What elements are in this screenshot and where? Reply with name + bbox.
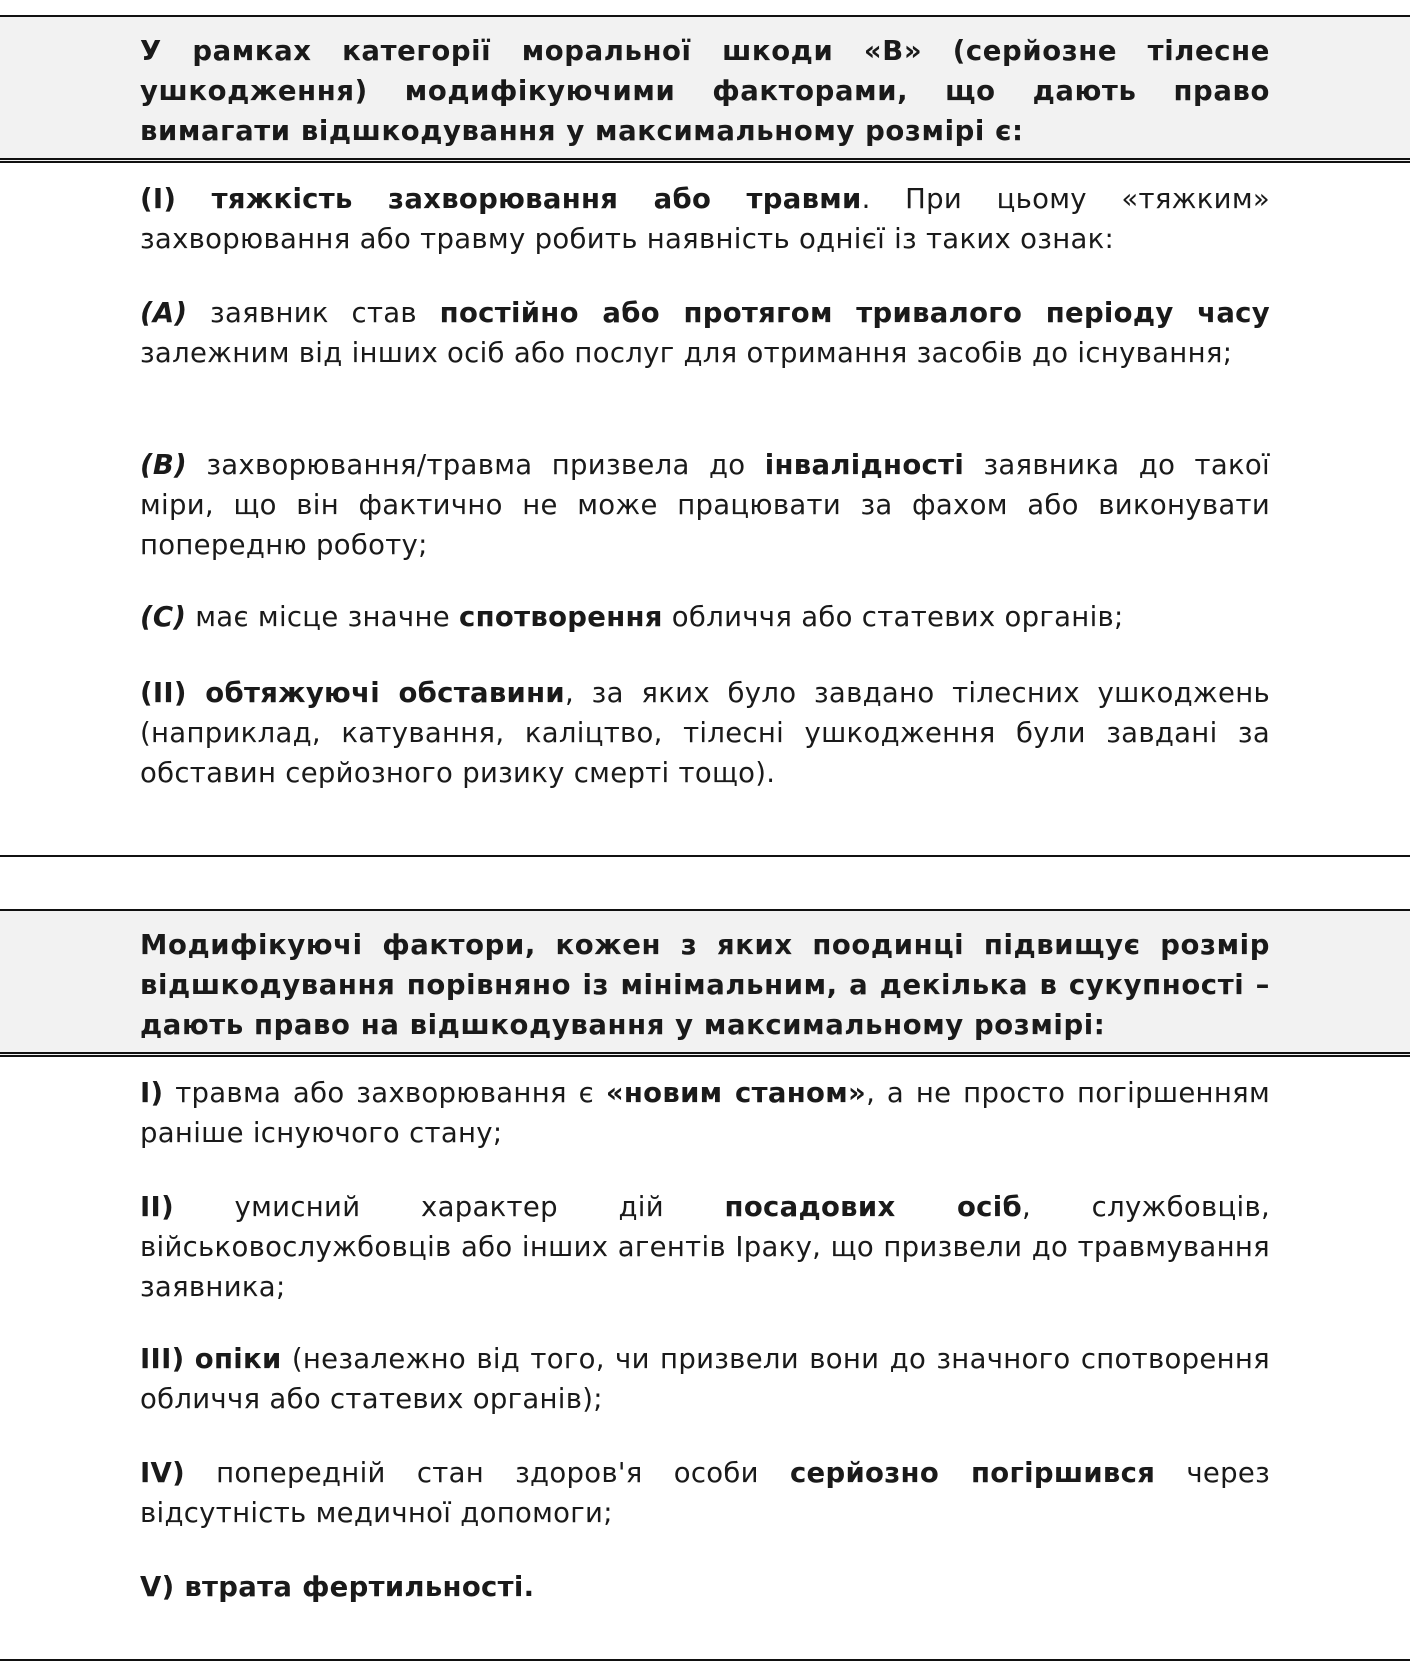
factor-item: II) умисний характер дій посадових осіб, службовців, військовослужбовців або інших агентів Іраку, що призвели до травмування заявника; [140, 1191, 1270, 1303]
bold-term: інвалідності [764, 449, 965, 481]
item-marker: (B) [140, 449, 187, 481]
bold-term: V) втрата фертильності. [140, 1571, 535, 1603]
bold-term: опіки [194, 1343, 282, 1375]
bold-term: посадових осіб [724, 1191, 1022, 1223]
item-marker: II) [140, 1191, 174, 1223]
item-marker: IV) [140, 1457, 185, 1489]
paragraph-severity: (I) тяжкість захворювання або травми. При цьому «тяжким» захворювання або травму робить наявність однієї із таких ознак: [140, 183, 1270, 255]
section-heading: Модифікуючі фактори, кожен з яких поодинці підвищує розмір відшкодування порівняно із мінімальним, а декілька в сукупності – дають право на відшкодування у максимальному розмірі: [140, 929, 1270, 1041]
table-header [0, 17, 1410, 163]
bold-term: «новим станом» [605, 1077, 867, 1109]
item-marker: (C) [140, 601, 187, 633]
paragraph-b: (B) захворювання/травма призвела до інвалідності заявника до такої міри, що він фактично не може працювати за фахом або виконувати попередню роботу; [140, 449, 1270, 561]
paragraph-aggravating: (II) обтяжуючі обставини, за яких було завдано тілесних ушкоджень (наприклад, катування, каліцтво, тілесні ушкодження були завдані за обставин серйозного ризику смерті тощо). [140, 677, 1270, 789]
bold-term: постійно або протягом тривалого періоду часу [439, 297, 1270, 329]
modifying-factors-table [0, 909, 1410, 1661]
paragraph-a: (A) заявник став постійно або протягом тривалого періоду часу залежним від інших осіб або послуг для отримання засобів до існування; [140, 297, 1270, 369]
factor-item: III) опіки (незалежно від того, чи призвели вони до значного спотворення обличчя або статевих органів); [140, 1343, 1271, 1415]
factor-item [140, 1567, 1270, 1607]
bold-term: (I) тяжкість захворювання або травми [140, 183, 862, 215]
paragraph-c: (C) має місце значне спотворення обличчя або статевих органів; [140, 601, 1124, 633]
factor-item: I) травма або захворювання є «новим станом», а не просто погіршенням раніше існуючого стану; [140, 1077, 1270, 1149]
factor-item: IV) попередній стан здоров'я особи серйозно погіршився через відсутність медичної допомоги; [140, 1457, 1270, 1529]
section-heading: У рамках категорії моральної шкоди «B» (серйозне тілесне ушкодження) модифікуючими факторами, що дають право вимагати відшкодування у максимальному розмірі є: [140, 35, 1270, 147]
criteria-table-b [0, 15, 1410, 857]
item-marker: (A) [140, 297, 188, 329]
item-marker: I) [140, 1077, 164, 1109]
item-marker: III) [140, 1343, 185, 1375]
table-header [0, 911, 1410, 1057]
bold-term: серйозно погіршився [789, 1457, 1156, 1489]
bold-term: (II) обтяжуючі обставини [140, 677, 565, 709]
bold-term: спотворення [459, 601, 663, 633]
